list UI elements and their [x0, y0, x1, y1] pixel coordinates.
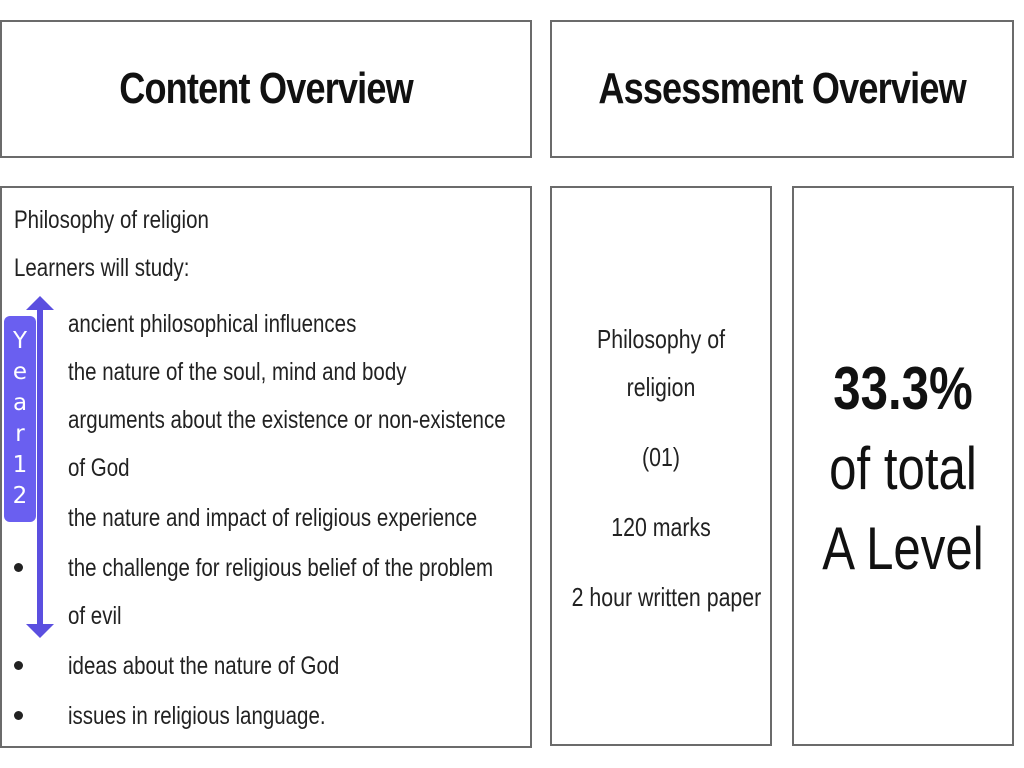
- content-overview-title: Content Overview: [119, 64, 413, 113]
- weight-percentage: 33.3%: [833, 355, 973, 422]
- weight-of-total: of total: [829, 435, 977, 502]
- intro-text: Learners will study:: [14, 254, 190, 282]
- list-item-text: ancient philosophical influences: [68, 310, 357, 338]
- list-item-text: the challenge for religious belief of the problem: [68, 554, 494, 582]
- list-item: [2, 696, 530, 736]
- year-label-char: r: [15, 421, 25, 447]
- list-item-text: the nature of the soul, mind and body: [68, 358, 407, 386]
- paper-marks: 120 marks: [611, 512, 711, 542]
- paper-details-panel: [550, 186, 772, 746]
- list-item: [2, 304, 530, 344]
- year-12-tab: [4, 316, 36, 522]
- bullet-icon: [14, 661, 23, 670]
- list-item-continuation: of God: [68, 454, 130, 482]
- year-label-char: e: [12, 359, 28, 385]
- list-item: [2, 646, 530, 686]
- year-label-char: 2: [12, 483, 28, 509]
- list-item-text: arguments about the existence or non-existence: [68, 406, 506, 434]
- topic-title: Philosophy of religion: [14, 206, 209, 234]
- year-label-char: Y: [12, 328, 28, 354]
- assessment-overview-title: Assessment Overview: [598, 64, 966, 113]
- content-overview-header: [0, 20, 532, 158]
- list-item: [2, 498, 530, 538]
- paper-title-line1: Philosophy of: [596, 324, 725, 354]
- weighting-panel: [792, 186, 1014, 746]
- paper-title-line2: religion: [626, 372, 696, 402]
- list-item: [2, 400, 530, 440]
- list-item: [2, 548, 530, 588]
- weight-a-level: A Level: [822, 515, 984, 582]
- list-item-continuation: of evil: [68, 602, 122, 630]
- list-item-text: ideas about the nature of God: [68, 652, 340, 680]
- paper-code: (01): [642, 442, 680, 472]
- assessment-overview-header: [550, 20, 1014, 158]
- content-panel: [0, 186, 532, 748]
- list-item: [2, 352, 530, 392]
- list-item-text: issues in religious language.: [68, 702, 326, 730]
- year-label-char: a: [12, 390, 28, 416]
- list-item-text: the nature and impact of religious experience: [68, 504, 478, 532]
- bullet-icon: [14, 563, 23, 572]
- paper-duration: 2 hour written paper: [571, 582, 762, 612]
- year-label-char: 1: [12, 452, 28, 478]
- bullet-icon: [14, 711, 23, 720]
